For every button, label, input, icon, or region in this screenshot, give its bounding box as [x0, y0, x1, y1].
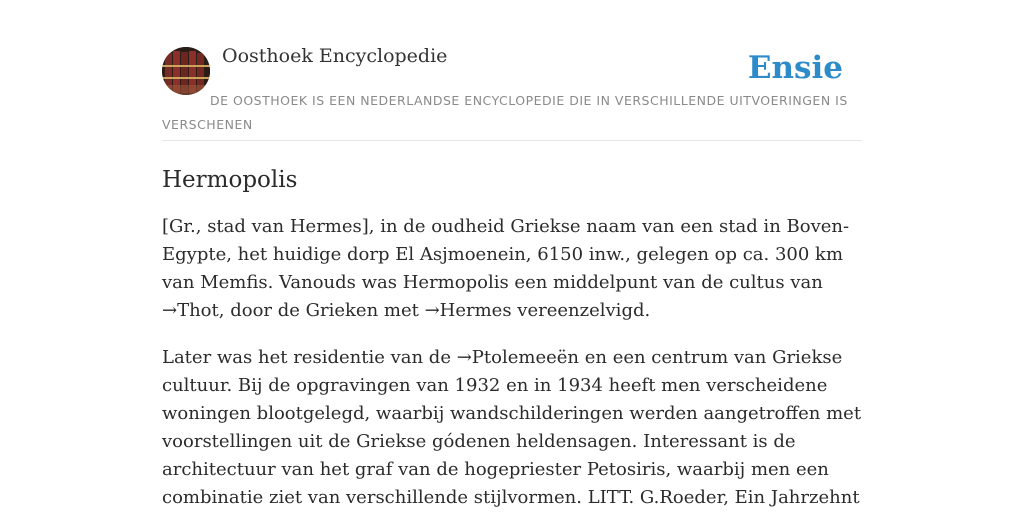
site-header [162, 0, 862, 141]
paragraph-text: en een centrum van Griekse cultuur. Bij de opgravingen van 1932 en in 1934 heeft men verscheidene woningen blootgelegd, waarbij wandschilderingen werden aangetroffen met voorstellingen uit de Griekse gódenen heldensagen. Interessant is de architectuur van het graf van de hogepriester Petosiris, waarbij men een combinatie ziet van verschillende stijlvormen. LITT. G.Roeder, Ein Jahrzehnt [162, 347, 862, 508]
article-paragraph-2 [162, 344, 862, 512]
paragraph-text: , door de Grieken met [218, 300, 425, 321]
book-spines-icon [162, 47, 210, 95]
article-paragraph-1 [162, 213, 862, 325]
cross-reference-link-hermes[interactable]: →Hermes [424, 300, 512, 321]
site-name[interactable]: Oosthoek Encyclopedie [222, 45, 448, 67]
page [162, 0, 862, 512]
site-tagline: DE OOSTHOEK IS EEN NEDERLANDSE ENCYCLOPEDIE DIE IN VERSCHILLENDE UITVOERINGEN IS VERSCHENEN [162, 93, 848, 132]
paragraph-text: vereenzelvigd. [511, 300, 651, 321]
site-avatar[interactable] [162, 47, 210, 95]
brand-logo[interactable]: Ensie [747, 50, 843, 86]
paragraph-text: Later was het residentie van de [162, 347, 457, 368]
article-title: Hermopolis [162, 167, 298, 193]
cross-reference-link-ptolemeeen[interactable]: →Ptolemeeën [456, 347, 579, 368]
cross-reference-link-thot[interactable]: →Thot [162, 300, 219, 321]
paragraph-text: [Gr., stad van Hermes], in de oudheid Griekse naam van een stad in Boven-Egypte, het huidige dorp El Asjmoenein, 6150 inw., gelegen op ca. 300 km van Memfis. Vanouds was Hermopolis een middelpunt van de cultus van [162, 216, 850, 293]
